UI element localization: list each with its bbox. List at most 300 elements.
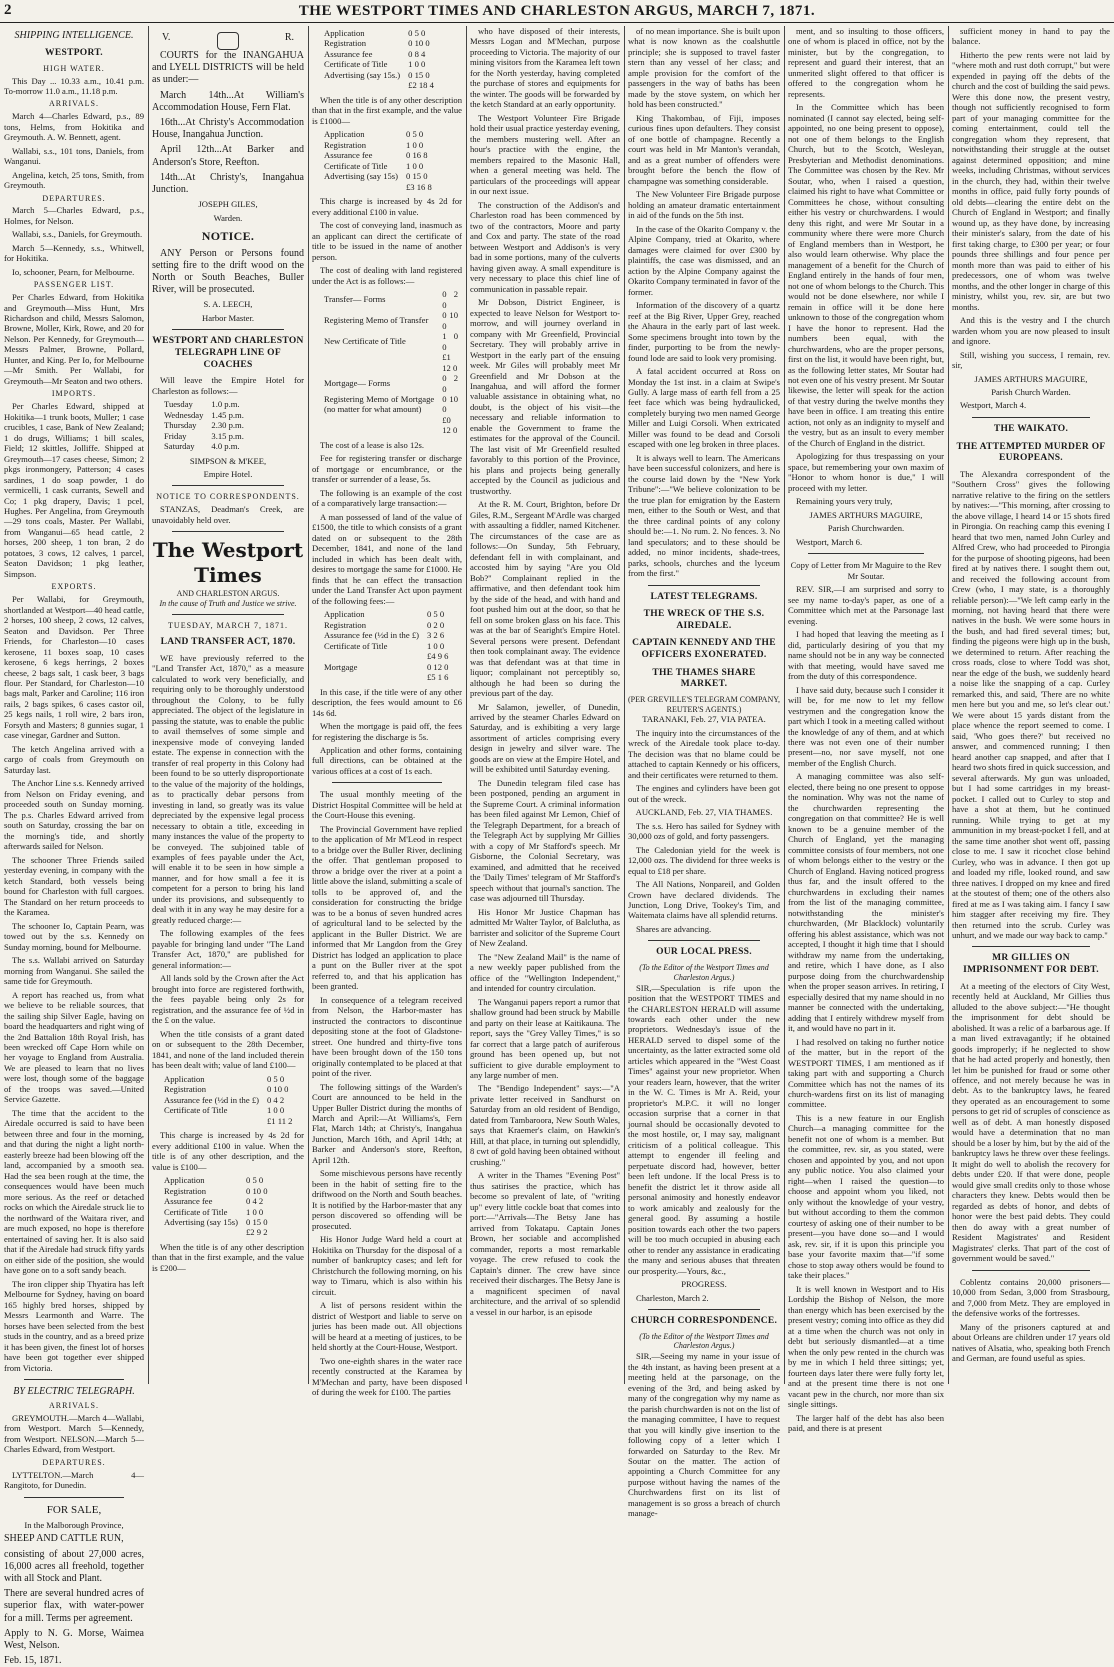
news-paragraph: The "Bendigo Independent" says:—"A private letter received in Sandhurst on Saturday from an old resident of Bendigo, dated from Tambaroora, New South Wales, says that Kraemer's claim, on Hawkin's Hill, at that place, in turning out splendidly, 8 cwt of gold having been obtained without crushing." bbox=[470, 1083, 620, 1167]
shipping-title: SHIPPING INTELLIGENCE. bbox=[14, 30, 134, 41]
divider bbox=[808, 553, 924, 554]
divider bbox=[172, 485, 284, 486]
fee-total: £5 1 6 bbox=[426, 672, 449, 683]
table-row bbox=[160, 1196, 271, 1206]
letter-body: SIR,—Speculation is rife upon the position that the WESTPORT TIMES and the CHARLESTON HERALD will assume towards each other under the new proprietors. Wednesday's issue of the HERALD served to dispel some of the uncertainty, as the latter extracted some old articles which appeared in the "West Coast Times" against your new proprietor. When your readers learn, however, that the writer in the W. C. Times is Mr A. Reid, your proprietor's M.P.C. it will no longer occasion surprise that a corner in that journal should be occasionally devoted to the most hostile, or, I may say, malignant criticism of a political colleague. This attempt to engender ill feeling and perpetuate discord had, however, better been left undone. If the local Press is to benefit the district let it throw aside all personal animosity and honestly endeavor to work amicably and zealously for the general good. By assuming a hostile position towards each other the two papers will be too much occupied in abusing each other to render any assistance in eradicating the many and serious abuses that threaten our prosperity.—Yours, &c., bbox=[628, 982, 780, 1276]
table-row bbox=[160, 1217, 271, 1227]
letter-paragraph: ment, and so insulting to those officers, one of whom is placed in office, not by the minister, but by the congregation, to represent and guard their interest, that an unmerited slight offered to that officer is offered to the congregation whom he represents. bbox=[788, 26, 944, 99]
coach-time: 1.45 p.m. bbox=[211, 409, 244, 420]
coach-day: Friday bbox=[164, 430, 187, 441]
fee-amount: 0 10 0 bbox=[442, 310, 458, 331]
article-paragraph: The following examples of the fees payable for bringing land under "The Land Transfer Act, 1870," are published for general information:— bbox=[152, 928, 304, 970]
fee-label: Registration bbox=[164, 1185, 207, 1196]
news-paragraph: His Honor Judge Ward held a court at Hokitika on Thursday for the disposal of a number of bankruptcy cases; and left for Christchurch the following morning, on his way to Timaru, which is also within his circuit. bbox=[312, 1234, 462, 1297]
fee-amount: 0 15 0 bbox=[246, 1216, 268, 1227]
fee-total: £2 18 4 bbox=[408, 80, 434, 91]
fee-amount: 0 15 0 bbox=[406, 171, 428, 182]
table-row bbox=[160, 1186, 271, 1196]
divider bbox=[648, 940, 760, 941]
fee-label bbox=[160, 1227, 242, 1237]
table-row bbox=[320, 662, 452, 672]
news-paragraph: King Thakombau, of Fiji, imposes curious fines upon defaulters. They consist of one bottle of champagne. Recently a court was held in Mr Manton's verandah, and as a great number of offenders were brought before the bench the flow of champagne was something considerable. bbox=[628, 112, 780, 186]
fee-amount: 0 5 0 bbox=[246, 1175, 264, 1186]
telegram-paragraph: The engines and cylinders have been got out of the wreck. bbox=[628, 783, 780, 804]
fee-amount: 0 2 0 bbox=[426, 619, 445, 630]
high-water-times: This Day ... 10.33 a.m., 10.41 p.m. To-morrow 11.0 a.m., 11.18 p.m. bbox=[4, 75, 144, 96]
passenger-list: Per Charles Edward, from Hokitika and Greymouth—Miss Hunt, Mrs Richardson and child, Messrs Salomon, Browne, Moller, Kirk, Rowe, and 20 for Nelson. Per Kennedy, for Greymouth—Messrs Palmer, Browne, Pollard, Hunter, and King. Per Io, for Melbourne—Mr Smith. Per Wallabi, for Greymouth—Mr Seaton and two others. bbox=[4, 292, 144, 386]
fee-amount: 1 0 0 bbox=[426, 640, 445, 651]
arrivals-heading: ARRIVALS. bbox=[49, 99, 99, 109]
fee-label: Certificate of Title bbox=[324, 59, 388, 70]
captain-heading: CAPTAIN KENNEDY AND THE OFFICERS EXONERATED. bbox=[632, 638, 776, 661]
fee-total: £1 12 0 bbox=[442, 352, 458, 373]
fee-amount: 0 5 0 bbox=[406, 129, 424, 140]
news-paragraph: The New Volunteer Fire Brigade purpose holding an amateur dramatic entertainment in aid of the funds on the 5th inst. bbox=[628, 189, 780, 221]
cipher-v: V. bbox=[162, 32, 171, 43]
local-press-heading: OUR LOCAL PRESS. bbox=[656, 947, 752, 958]
page-number: 2 bbox=[4, 2, 12, 18]
departure-item: Io, schooner, Pearn, for Melbourne. bbox=[12, 266, 135, 277]
copy-letter-heading: Copy of Letter from Mr Maguire to the Rev Mr Soutar. bbox=[790, 560, 942, 581]
fee-total: £3 16 8 bbox=[406, 181, 432, 192]
dateline: TARANAKI, Feb. 27, VIA PATEA. bbox=[642, 714, 766, 725]
fee-amount: 0 10 0 bbox=[266, 1084, 289, 1095]
gillies-heading: MR GILLIES ON IMPRISONMENT FOR DEBT. bbox=[963, 953, 1099, 976]
shipping-news: The s.s. Wallabi arrived on Saturday morning from Wanganui. She sailed the same tide for Greymouth. bbox=[4, 955, 144, 987]
fee-amount: 0 15 0 bbox=[408, 69, 430, 80]
exports-heading: EXPORTS. bbox=[51, 582, 97, 592]
letter-paragraph: I had resolved on taking no further notice of the matter, but in the report of the WESTPORT TIMES, I am mentioned as if taking part with and supporting a Church Committee which has not the names of its church-wardens first on its list of managing committee. bbox=[788, 1036, 944, 1110]
tel-departures-heading: DEPARTURES. bbox=[42, 1457, 106, 1467]
news-paragraph: A fatal accident occurred at Ross on Monday the 1st inst. in a claim at Swipe's Gully. A large mass of earth fell from a 25 feet face which was being hydraulicked, completely burying two men named George Miller and Luigi Corsoli. When extricated Miller was found to be dead and Corsoli escaped with one leg broken in three places. bbox=[628, 366, 780, 450]
court-sitting: March 14th...At William's Accommodation House, Fern Flat. bbox=[152, 89, 304, 113]
coach-signature-place: Empire Hotel. bbox=[203, 468, 253, 479]
fee-amount: 0 5 0 bbox=[426, 609, 445, 620]
telegram-paragraph: The s.s. Hero has sailed for Sydney with 30,000 ozs of gold, and forty passengers. bbox=[628, 820, 780, 842]
news-paragraph: Coblentz contains 20,000 prisoners—10,000 from Sedan, 3,000 from Strasbourg, and 7,000 from Metz. They are employed in the defensive works of the fortresses. bbox=[952, 1276, 1110, 1319]
table-row bbox=[160, 1207, 271, 1217]
fee-amount: 0 2 0 bbox=[442, 289, 458, 310]
arrival-item: Wallabi, s.s., 101 tons, Daniels, from Wanganui. bbox=[4, 145, 144, 167]
article-paragraph: The following is an example of the cost of a comparatively large transaction:— bbox=[312, 487, 462, 509]
coach-time: 3.15 p.m. bbox=[211, 430, 244, 441]
for-sale-date: Feb. 15, 1871. bbox=[4, 1655, 62, 1667]
fee-label bbox=[320, 352, 438, 373]
letter-paragraph: Still, wishing you success, I remain, rev. sir, bbox=[952, 349, 1110, 371]
news-paragraph: Information of the discovery of a quartz reef at the Big River, Upper Grey, reached the Ahaura in the early part of last week. Some specimens brought into town by the finder, purporting to be from the newly-found lode are said to look very promising. bbox=[628, 300, 780, 363]
fee-label: Application bbox=[324, 609, 365, 620]
letter-signature-title: Parish Church Warden. bbox=[991, 386, 1071, 397]
shipping-news: The Anchor Line s.s. Kennedy arrived from Nelson on Friday evening, and proceeded south on Sunday morning. The p.s. Charles Edward arrived from south on Saturday, crossing the bar on the morning's tide, and shortly afterwards sailed for Nelson. bbox=[4, 778, 144, 852]
coach-heading: WESTPORT AND CHARLESTON TELEGRAPH LINE OF COACHES bbox=[152, 336, 304, 370]
fee-label bbox=[320, 415, 438, 436]
table-row bbox=[160, 420, 248, 430]
correspondents-note: STANZAS, Deadman's Creek, are unavoidably held over. bbox=[152, 504, 304, 525]
fee-label bbox=[320, 651, 423, 661]
telegram-credit: (PER GREVILLE'S TELEGRAM COMPANY, REUTER'S AGENTS.) bbox=[628, 694, 780, 714]
departure-item: March 5—Charles Edward, p.s., Holmes, for Nelson. bbox=[4, 205, 144, 226]
fee-label: Advertising (say 15s) bbox=[324, 171, 398, 182]
tel-departures: LYTTELTON.—March 4—Rangitoto, for Dunedin. bbox=[4, 1469, 144, 1491]
article-paragraph: This charge is increased by 4s 2d for every additional £100 in value. When the title is of any other description, and the value is £100— bbox=[152, 1130, 304, 1172]
fee-total: £0 12 0 bbox=[442, 414, 458, 436]
letter-signature: PROGRESS. bbox=[681, 1279, 727, 1290]
news-paragraph: The "New Zealand Mail" is the name of a new weekly paper published from the office of the "Wellington Independent," and intended for country circulation. bbox=[470, 951, 620, 994]
table-row bbox=[160, 1116, 296, 1126]
table-row bbox=[160, 1095, 296, 1105]
table-row bbox=[160, 441, 248, 451]
departure-item: Wallabi, s.s., Daniels, for Greymouth. bbox=[12, 229, 143, 240]
coach-time: 2.30 p.m. bbox=[211, 420, 244, 431]
article-heading: LAND TRANSFER ACT, 1870. bbox=[160, 637, 296, 648]
column-5 bbox=[628, 26, 780, 1519]
news-paragraph: Mr Salamon, jeweller, of Dunedin, arrived by the steamer Charles Edward on Saturday, and is exhibiting a very large assortment of articles comprising every design in jewelry and silver ware. The goods are on view at the Empire Hotel, and will be exhibited until Saturday evening. bbox=[470, 701, 620, 775]
coach-timetable bbox=[160, 399, 248, 451]
table-row bbox=[320, 373, 462, 394]
shipping-news: The time that the accident to the Airedale occurred is said to have been between three and four in the morning, and that during the night a light north-easterly breeze had been blowing off the land, accompanied by a smooth sea. Had the sea been rough at the time, the consequences would have been much more serious. As the reef or detached rocks on which the Airedale struck lie to the northward of the Waitara river, and are much exposed, no hope is therefore entertained of saving her. It is also said that if the Airedale had struck fifty yards on either side of the position, she would have gone on to a soft sandy beach. bbox=[4, 1107, 144, 1276]
letter-body: SIR,—Seeing my name in your issue of the 4th instant, as having been present at a meeting held at the parsonage, on the evening of the 3rd, and being asked by many of the congregation why my name as the parish churchwarden is not on the list of the managing committee, I have to request that you will kindly give insertion to the following copy of a letter which I forwarded on Saturday to the Rev. Mr Soutar on the matter. The action of appointing a Church Committee for any purpose without having the names of the Churchwardens first on its list of management is so gross a breach of church manage- bbox=[628, 1351, 780, 1519]
fee-amount: 0 5 0 bbox=[266, 1073, 285, 1084]
court-sitting: 14th...At Christy's, Inangahua Junction. bbox=[152, 171, 304, 195]
fee-label bbox=[160, 1116, 263, 1126]
fee-label: New Certificate of Title bbox=[324, 336, 406, 347]
table-row bbox=[320, 352, 462, 373]
divider bbox=[648, 585, 760, 586]
imports-text: Per Charles Edward, shipped at Hokitika—1 trunk boots, Muller; 1 case crucibles, 1 case, Bank of New Zealand; 1 do drugs, Williams; 1 bill scales, Field; 12 skittles, Jolliffe. Shipped at Greymouth—17 cases cheese, Simon; 2 pkgs ironmongery, Patterson; 4 cases sardines, 1 do soap powder, 1 do vermicelli, 1 cask currants, Sewell and Co; 1 pkg drapery, Davis; 1 pcel, Hughes. Per Angelina, from Greymouth—29 tons coals, Master. Per Wallabi, from Wanganui—65 head cattle, 2 horses, 200 sheep, 1 ton bran, 2 do potatoes, 3 cows, 12 calves, 1 parcel, Seaton Davidson; 1 pkg leather, Simpson. bbox=[4, 401, 144, 579]
notice-signature: S. A. LEECH, bbox=[203, 299, 253, 310]
news-paragraph: The Alexandra correspondent of the "Southern Cross" gives the following narrative relative to the firing on the settlers by natives:—"This morning, after crossing to the above village, I heard 14 or 15 shots fired in Pirongia. On reaching camp this evening I heard that two men, named John Curley and Alfred Crew, who had proceeded to Pirongia for the purpose of shooting pigeons, had been fired at by natives there. I sought them out, and received the following account from Crew (who, I may state, is a thoroughly reliable person):—"We left camp early in the morning, not having heard that there were natives in the bush. We were some hours in the bush, and had fired several times; but, finding the pigeons were high up in the bush, we determined to return. After reaching the cross roads, close to where Todd was shot, near the edge of the bush, we suddenly heard a noise like the snapping of a cap. Curley remarked this, and said, 'There are no white men here but you and me, so let's clear out.' We were about 15 yards distant from the place whence the report seemed to come. I said, 'Who goes there?' but received no answer, and commenced running; I then heard another cap snapped, and after that I heard two shots fired in quick succession, and several afterwards. My gun was unloaded, but I had some cartridges in my breast-pocket. I called out to Curley to stop and have a shot at them, but he continued running. While trying to get at my ammunition in my breast-pocket I fell, and at the same time another shot went off, passing close to me. I saw it ricochet close behind Curley, who was in advance. I then got up and loaded my rifle, looked round, and saw three natives. I dropped on my knee and fired at the stoutest of them; one of the others also fired at me as I was taking aim. I fancy I saw him stagger after receiving my fire. They then returned into the scrub. Curley was unhurt, and we made our way back to camp." bbox=[952, 468, 1110, 940]
divider bbox=[972, 1270, 1090, 1271]
for-sale-body: consisting of about 27,000 acres, 16,000 acres all freehold, together with all Stock and Plant. bbox=[4, 1548, 144, 1585]
column-4 bbox=[470, 26, 620, 1384]
news-paragraph: At the R. M. Court, Brighton, before Dr Giles, R.M., Sergeant M'Ardle was charged with assaulting a fiddler, named Kitchener. The circumstances of the case are as follows:—On Sunday, 5th February, defendant fell in with complainant, and accosted him by saying "Are you Old Bob?" Complainant replied in the affirmative, and then defendant took him by the side of the head, and with hand and foot pushed him out at the door, so that he fell on some broken glass on his face. This was at the bar of Searight's Empire Hotel. Several persons were present. Defendant then took complainant away. The evidence was that defendant was at that time in liquor; complainant not perceptibly so, although he had been so during the previous part of the day. bbox=[470, 499, 620, 699]
table-row bbox=[160, 1105, 296, 1115]
table-row bbox=[320, 620, 452, 630]
letter-paragraph: Apologizing for thus trespassing on your space, but remembering your own maxim of "Honor to whom honor is due," I will proceed with my letter. bbox=[788, 451, 944, 493]
article-paragraph: WE have previously referred to the "Land Transfer Act, 1870," as a measure calculated to work very beneficially, and requiring only to be thoroughly understood throughout the Colony, to be fully appreciated. The object of the legislature in passing the statute, was to enable the public to avail themselves of some simple and inexpensive mode of conveying landed estate. The expense in connection with the transfer of real property in this Colony had been found to be so utterly disproportionate to the value of the majority of the holdings, as to practically debar persons from investing in land, so greatly was its value depreciated by the expensive legal process necessary to obtain a title, exceeding in many instances the value of the property to be conveyed. The subjoined table of examples of fees payable under the Act, will enable it to be seen in how simple a manner, and for how small a fee it is competent for a person to bring his land under its provisions, and subsequently to deal with it in any way he may desire for a greatly reduced charge:— bbox=[152, 652, 304, 925]
letter-paragraph: In the Committee which has been nominated (I cannot say elected, being self-appointed, no one being present to oppose), not one of them belongs to the English Church, but to the Scotch, Wesleyan, Presbyterian and Methodist denominations. The Committee was chosen by the Rev. Mr Soutar, who, when I raised a question, claimed his right to have what Committee or Committees he chose, without consulting either his vestry or churchwardens. I would deny this right, and were Mr Soutar in a community where there were more Church of England members than in Westport, he also would learn otherwise. Why place the management of a benefit for the Church of England entirely in the hands of four men, not one of whom belongs to the Church. This would not be done elsewhere, nor while I remain in office will it be done here unknown to those of the congregation whom I have the honor to represent. Had the numbers been equal, with the churchwardens, who are the proper persons, first on the list, it would have been right, but, as the following letter states, Mr Soutar had not even one of his vestry present. Mr Soutar likewise, the letter will speak for the action of that vestry during the twelve months they have been in office. I am treating this entire action, not only as an indignity to myself and the vestry, but as an insult to every member of the Church of England in the district. bbox=[788, 102, 944, 448]
fee-label: Application bbox=[164, 1073, 205, 1084]
table-row bbox=[320, 331, 462, 352]
fee-label: Application bbox=[324, 28, 365, 38]
table-row bbox=[320, 140, 436, 150]
letter-date: Westport, March 4. bbox=[960, 400, 1027, 411]
fee-label: Registration bbox=[324, 38, 367, 49]
fee-amount: 0 10 0 bbox=[442, 393, 458, 415]
fee-amount: 0 10 0 bbox=[246, 1185, 268, 1196]
paper-nameplate: The Westport Times bbox=[152, 538, 304, 587]
high-water-heading: HIGH WATER. bbox=[43, 63, 105, 73]
fee-label: Assurance fee bbox=[164, 1196, 213, 1207]
column-3 bbox=[312, 26, 462, 1398]
news-paragraph: of no mean importance. She is built upon what is now known as the coalshuttle principle; she is supposed to travel faster stern than any vessel of her class; and ample provision for the comfort of the passengers in the way of baths has been made by the stove system, on which her hold has been constructed." bbox=[628, 26, 780, 110]
column-1 bbox=[4, 26, 144, 1667]
column-rule bbox=[624, 26, 625, 1384]
news-paragraph: In consequence of a telegram received from Nelson, the Harbor-master has instructed the contractors to discontinue depositing stone at the foot of Gladstone-street. One hundred and thirty-five tons have been brought down of the 150 tons originally contemplated to be placed at that point of the river. bbox=[312, 994, 462, 1079]
news-paragraph: The construction of the Addison's and Charleston road has been commenced by two of the contractors, Moore and party and Cox and party. The state of the road between Westport and Addison's is very bad in some portions, many of the culverts having given away. A small expenditure is very necessary to place this chief line of communication in passable repair. bbox=[470, 199, 620, 294]
editor-address: (To the Editor of the Westport Times and Charleston Argus.) bbox=[639, 963, 769, 982]
courts-signature-title: Warden. bbox=[213, 212, 243, 223]
article-paragraph: The cost of dealing with land registered under the Act is as follows:— bbox=[312, 265, 462, 286]
news-paragraph: The Provincial Government have replied to the application of Mr M'Leod in respect to a bridge over the Buller River, declining the offer. That gentleman proposed to throw a bridge over the river at a point a little above the island, submitting a scale of tolls to be approved of, and the consideration for constructing the bridge was to be a bonus of seven hundred acres of agricultural land to be selected by the applicant in the Buller District. We are informed that Mr Langdon from the Grey District has lodged an application to place a punt on the Buller river at the spot referred to, and that his application has been granted. bbox=[312, 823, 462, 992]
table-row bbox=[320, 80, 438, 90]
tel-arrivals: GREYMOUTH.—March 4—Wallabi, from Westport. March 5—Kennedy, from Westport. NELSON.—March 5—Charles Edward, from Westport. bbox=[4, 1412, 144, 1455]
fee-total: £2 9 2 bbox=[246, 1227, 268, 1238]
fee-amount: 1 0 0 bbox=[442, 331, 458, 352]
departure-item: March 5—Kennedy, s.s., Whitwell, for Hokitika. bbox=[4, 242, 144, 264]
column-rule bbox=[948, 26, 949, 1384]
table-row bbox=[320, 641, 452, 651]
news-paragraph: In the case of the Okarito Company v. the Alpine Company, tried at Okarito, where damages were claimed for over £300 by plaintiffs, the case was dismissed, and an action by the Alpine Company against the Okarito Company terminated in favor of the former. bbox=[628, 223, 780, 297]
murder-heading: THE ATTEMPTED MURDER OF EUROPEANS. bbox=[956, 441, 1106, 464]
telegram-paragraph: The inquiry into the circumstances of the wreck of the Airedale took place to-day. The decision was that no blame could be attached to captain Kennedy or his officers, and their certificates were returned to them. bbox=[628, 727, 780, 780]
news-paragraph: Some mischievous persons have recently been in the habit of setting fire to the driftwood on the North and South beaches. It is notified by the Harbor-master that any person discovered so offending will be prosecuted. bbox=[312, 1168, 462, 1231]
shipping-news: The iron clipper ship Thyatira has left Melbourne for Sydney, having on board 165 highly bred horses, shipped by Messrs Learmonth and Warre. The horses have been selected from the best studs in the country, and as a breed prize it has been given, the finest lot of horses have been got together ever shipped from Victoria. bbox=[4, 1278, 144, 1373]
shipping-news: The ketch Angelina arrived with a cargo of coals from Greymouth on Saturday last. bbox=[4, 743, 144, 775]
table-row bbox=[320, 415, 462, 436]
table-row bbox=[320, 49, 438, 59]
letter-paragraph: The larger half of the debt has also been paid, and there is at present bbox=[788, 1412, 944, 1433]
masthead-title: THE WESTPORT TIMES AND CHARLESTON ARGUS, MARCH 7, 1871. bbox=[298, 3, 816, 19]
coach-time: 1.0 p.m. bbox=[211, 399, 240, 410]
fee-amount: 0 4 2 bbox=[246, 1196, 264, 1207]
table-row bbox=[320, 630, 452, 640]
fee-label: Mortgage— Forms bbox=[324, 378, 391, 389]
fee-label bbox=[320, 182, 402, 192]
fee-label: Assurance fee bbox=[324, 48, 373, 59]
table-row bbox=[320, 609, 452, 619]
shipping-news: The schooner Three Friends sailed yesterday evening, in company with the ketch Standard, both vessels being bound for Charleston with full cargoes. The Standard on her return proceeds to the Karamea. bbox=[4, 854, 144, 918]
table-row bbox=[320, 28, 438, 38]
table-row bbox=[320, 161, 436, 171]
tel-arrivals-heading: ARRIVALS. bbox=[49, 1401, 99, 1411]
courts-signature: JOSEPH GILES, bbox=[198, 199, 258, 210]
fee-label: Registering Memo of Transfer bbox=[324, 315, 429, 326]
news-paragraph: The Wanganui papers report a rumor that shallow ground had been struck by Mabille and party on their lease at Kaitikauna. The report, says the "Grey Valley Times," is so far correct that a large patch of auriferous ground has been opened up, but not sufficient to give durable employment to any large number of men. bbox=[470, 996, 620, 1080]
article-paragraph: This charge is increased by 4s 2d for every additional £100 in value. bbox=[312, 196, 462, 217]
imports-heading: IMPORTS. bbox=[51, 389, 97, 399]
paper-subtitle: AND CHARLESTON ARGUS. bbox=[176, 588, 280, 598]
divider bbox=[172, 531, 284, 532]
table-row bbox=[320, 394, 462, 415]
telegraph-title: BY ELECTRIC TELEGRAPH. bbox=[13, 1386, 135, 1397]
table-row bbox=[320, 150, 436, 160]
fee-label bbox=[320, 672, 423, 682]
fee-table bbox=[320, 289, 462, 436]
editor-address: (To the Editor of the Westport Times and Charleston Argus.) bbox=[639, 1331, 769, 1351]
fee-amount: 0 2 0 bbox=[442, 373, 458, 394]
table-row bbox=[320, 70, 438, 80]
shipping-news: The schooner Io, Captain Pearn, was towed out by the s.s. Kennedy on Sunday morning, bound for Melbourne. bbox=[4, 920, 144, 952]
notice-signature-title: Harbor Master. bbox=[201, 312, 255, 323]
fee-amount: 1 0 0 bbox=[246, 1206, 264, 1217]
article-paragraph: When the mortgage is paid off, the fees for registering the discharge is 5s. bbox=[312, 721, 462, 742]
article-paragraph: The cost of a lease is also 12s. bbox=[320, 439, 425, 450]
cipher-r: R. bbox=[284, 32, 294, 43]
letter-signature: JAMES ARTHURS MAGUIRE, bbox=[974, 373, 1088, 384]
dateline: AUCKLAND, Feb. 27, VIA THAMES. bbox=[635, 807, 773, 818]
table-row bbox=[160, 1227, 271, 1237]
letter-signature-title: Parish Churchwarden. bbox=[827, 523, 905, 534]
fee-table bbox=[160, 1074, 296, 1126]
news-paragraph: Two one-eighth shares in the water race recently constructed at the Karamea by M'Mechan and party, have been disposed of during the week for £100. The parties bbox=[312, 1355, 462, 1398]
fee-amount: 1 0 0 bbox=[406, 160, 424, 171]
crown-icon bbox=[217, 32, 239, 50]
fee-label: Certificate of Title bbox=[164, 1105, 228, 1116]
letter-paragraph: I have said duty, because such I consider it will be, for me now to let my fellow vestrymen and the congregation know the part which I took in a meeting called without the knowledge of any of them, and at which there was not even one of their number present—no, nor save myself, not one member of the English Church. bbox=[788, 684, 944, 768]
fee-table bbox=[320, 28, 438, 91]
court-sitting: April 12th...At Barker and Anderson's Store, Reefton. bbox=[152, 144, 304, 168]
coach-day: Wednesday bbox=[164, 409, 204, 420]
column-rule bbox=[466, 26, 467, 1384]
fee-amount: 0 10 0 bbox=[408, 38, 430, 49]
fee-amount: 1 0 0 bbox=[406, 139, 424, 150]
latest-telegrams-heading: LATEST TELEGRAMS. bbox=[650, 591, 758, 602]
port-heading: WESTPORT. bbox=[45, 48, 103, 59]
fee-label: Certificate of Title bbox=[324, 160, 388, 171]
fee-label: Registration bbox=[324, 139, 367, 150]
issue-date: TUESDAY, MARCH 7, 1871. bbox=[168, 621, 288, 631]
fee-amount: 0 8 4 bbox=[408, 48, 426, 59]
letter-paragraph: A managing committee was also self-elected, there being no one present to oppose the nomination. Why was not the name of the churchwarden representing the congregation on that committee? He is well known to be a genuine member of the Church of England, yet the managing committee consists of four members, not one of whom belongs either to the vestry or the Church of England. Having noticed progress thus far, and the insult offered to the churchwardens in excluding their names from the list of the managing committee, notwithstanding the minister's churchwarden, (Mr Blacklock) voluntarily offering his ablest assistance, which was not accepted, I thought it high time that I should withdraw my name from the undertaking, and retire, which I have done, as I also purpose doing from the churchwardenship when the proper season arrives. In retiring, I especially desired that my name should in no manner be connected with the undertaking, adding that I entirely withdrew myself from it, and would have no part in it. bbox=[788, 771, 944, 1034]
for-sale-lead: SHEEP AND CATTLE RUN, bbox=[4, 1533, 124, 1545]
fee-amount: 0 12 0 bbox=[426, 661, 449, 672]
fee-table bbox=[320, 129, 436, 192]
coach-day: Tuesday bbox=[164, 399, 193, 410]
telegram-paragraph: The All Nations, Nonpareil, and Golden Crown have declared dividends. The Junction, Long Drive, Tookey's Tim, and Waitemata claims have all splendid returns. bbox=[628, 879, 780, 921]
article-paragraph: When the title is of any other description than that in the first example, and the value is £1000— bbox=[312, 94, 462, 126]
article-paragraph: Fee for registering transfer or discharge of mortgage or encumbrance, or the transfer or surrender of a lease, 5s. bbox=[312, 453, 462, 485]
fee-label: Certificate of Title bbox=[164, 1206, 228, 1217]
shipping-news: A report has reached us, from what we believe to be reliable sources, that the sailing ship Silver Eagle, having on board the headquarters and right wing of the 2nd Battalion 18th Royal Irish, has been wrecked off Cape Horn while on her voyage to England from Australia. We are pleased to learn that no lives were lost, though some of the baggage of the troops was saved.—United Service Gazette. bbox=[4, 989, 144, 1105]
column-6 bbox=[788, 26, 944, 1433]
fee-total: £1 11 2 bbox=[266, 1115, 293, 1126]
news-paragraph: The following sittings of the Warden's Court are announced to be held in the Upper Buller District during the months of March and April:—At Williams's, Fern Flat, March 14th; at Christy's, Inangahua Junction, March 16th, and April 14th; at Barker and Anderson's store, Reefton, April 12th. bbox=[312, 1081, 462, 1165]
news-paragraph: who have disposed of their interests, Messrs Logan and M'Mechan, purpose proceeding to Victoria. The majority of our mining visitors from the Karamea left town for the North yesterday, having completed the purchase of stores and equipments for the winter. The goods will be forwarded by the ketch Standard at an early opportunity. bbox=[470, 26, 620, 110]
article-paragraph: Application and other forms, containing full directions, can be obtained at the various offices at a cost of 1s each. bbox=[312, 745, 462, 776]
article-paragraph: The cost of conveying land, inasmuch as an applicant can direct the certificate of title to be issued in the name of another person. bbox=[312, 220, 462, 262]
for-sale-sub: In the Malborough Province, bbox=[24, 1520, 124, 1530]
fee-amount: 1 0 0 bbox=[408, 59, 426, 70]
telegram-paragraph: The Caledonian yield for the week is 12,000 ozs. The dividend for three weeks is equal to £18 per share. bbox=[628, 844, 780, 876]
coach-intro: Will leave the Empire Hotel for Charleston as follows:— bbox=[152, 375, 304, 396]
paper-motto: In the cause of Truth and Justice we strive. bbox=[159, 598, 297, 608]
telegram-paragraph: Shares are advancing. bbox=[636, 923, 712, 934]
fee-label: Advertising (say 15s.) bbox=[324, 69, 401, 80]
notice-text: ANY Person or Persons found setting fire to the drift wood on the North or South Beaches, Buller River, will be prosecuted. bbox=[152, 247, 304, 296]
table-row bbox=[320, 171, 436, 181]
table-row bbox=[160, 1175, 271, 1185]
fee-label: Application bbox=[324, 129, 365, 140]
fee-amount: 3 2 6 bbox=[426, 630, 445, 641]
table-row bbox=[320, 651, 452, 661]
article-paragraph: A man possessed of land of the value of £1500, the title to which consists of a grant dated on or subsequent to the 28th December, 1841, and none of the land included in which has been dealt with, desires to mortgage the same for £1000. He finds that he can effect the transaction under the Land Transfer Act upon payment of the following fees:— bbox=[312, 511, 462, 606]
fee-amount: 0 4 2 bbox=[266, 1094, 285, 1105]
article-paragraph: In this case, if the title were of any other description, the fees would amount to £6 14s 6d. bbox=[312, 686, 462, 718]
for-sale-body-2: There are several hundred acres of superior flax, with water-power for a mill. Terms per agreement. bbox=[4, 1588, 144, 1624]
coach-day: Thursday bbox=[164, 420, 197, 431]
column-rule bbox=[308, 26, 309, 1384]
table-row bbox=[160, 1084, 296, 1094]
article-paragraph: When the title is of any other description than that in the first example, and the value is £200— bbox=[152, 1241, 304, 1273]
passenger-heading: PASSENGER LIST. bbox=[33, 280, 115, 290]
news-paragraph: His Honor Mr Justice Chapman has admitted Mr Walter Taylor, of Balclutha, as barrister and solicitor of the Supreme Court of New Zealand. bbox=[470, 906, 620, 949]
waikato-heading: THE WAIKATO. bbox=[993, 423, 1069, 434]
letter-paragraph: This is a new feature in our English Church—a managing committee for the benefit not one of whom is a member. But the committee, rev. sir, as you stated, were chosen and appointed by you, and not upon any public notice. You also claimed your right—when I raised the question—to choose and appoint whom you liked, not only without the knowledge of your vestry, but without according to them the common courtesy of asking one of their number to be present—you have done so—and I would ask, rev. sir, if it is upon this principle you base your favorite maxim that—"if some chose to stop away others would be found to take their places." bbox=[788, 1112, 944, 1281]
fee-label: Registration bbox=[324, 619, 367, 630]
news-paragraph: A list of persons resident within the district of Westport and liable to serve on juries has been made out. All objections will be heard at a meeting of justices, to be held shortly at the Court-House, Westport. bbox=[312, 1300, 462, 1353]
column-rule bbox=[784, 26, 785, 1384]
divider bbox=[972, 417, 1090, 418]
notice-heading: NOTICE. bbox=[201, 229, 255, 244]
thames-heading: THE THAMES SHARE MARKET. bbox=[652, 667, 756, 690]
table-row bbox=[320, 310, 462, 331]
masthead bbox=[0, 0, 1114, 23]
letter-signature: JAMES ARTHURS MAGUIRE, bbox=[809, 509, 923, 520]
divider bbox=[332, 782, 442, 783]
fee-table bbox=[160, 1175, 271, 1238]
letter-paragraph: Hitherto the pew rents were not laid by "where moth and rust doth corrupt," but were expended in paying off the debts of the church and the cost of building the said pews. Were this done now, the present vestry, though not sufficiently recognised to form part of your managing committee for the coming entertainment, could tell the congregation whom they represent, that notwithstanding their struggle at the outset against determined opposition; and mine weeks, including Christmas, without services in the church, they had, within their twelve months in office, paid fully forty pounds of old debts—clearing the entire debt on the Church of England in Westport; and finally wound up, as they have done, by increasing their minister's salary, from the date of his first taking charge, to £300 per year; or four pounds three shillings and four pence per month more than was paid to either of his predecessors, one of whom was twelve months, and the other longer in charge of this ministry, whilst you, rev. sir, are but two months. bbox=[952, 49, 1110, 312]
table-row bbox=[320, 672, 452, 682]
divider bbox=[24, 1497, 124, 1498]
for-sale-ad bbox=[4, 1504, 144, 1667]
exports-text: Per Wallabi, for Greymouth, shortlanded at Westport—40 head cattle, 2 horses, 100 sheep, 2 cows, 12 calves, Seaton and Davidson. Per Three Friends, for Charleston—10 cases kerosene, 11 boxes soap, 10 cases kerosene, 6 kegs herrings, 2 boxes cheese, 2 bags salt, 1 cask beer, 3 bags flour. Per Standard, for Charleston—10 bags malt, Parker and Caroline; 116 iron rails, 2 bags spikes, 6 cases castor oil, 25 kegs nails, 1 roll wire, 2 bars iron, Forsyth and Masters; 8 gunnies sugar, 1 case vinegar, Gardner and Sutton. bbox=[4, 594, 144, 741]
news-paragraph: At a meeting of the electors of City West, recently held at Auckland, Mr Gillies thus alluded to the above subject:—"He thought the imprisonment for debt should be abolished. It was a relic of a barbarous age. If a man lived extravagantly; if he obtained goods improperly; if he neglected to show that he had acted properly and honestly, then let him be punished for fraud or some other offence, and not merely because he was in debt. As to the bankruptcy laws, he feared they operated as an encouragement to some persons to get rid of scruples of conscience as well as of debt. A man honestly disposed would have a determination that no man should be a loser by him, but by the aid of the bankruptcy laws he threw over these feelings. It might do well to abolish the recovery for debts under £20. If that were done, people would give small credits only to those whose characters they knew. Debts would then be regarded as debts of honor, and debts of honor were the best paid debts. They could then do away with a great number of Resident Magistrates' and Resident Magistrates' clerks. That part of the cost of government would be saved." bbox=[952, 980, 1110, 1264]
fee-label: Assurance fee (½d in the £) bbox=[324, 630, 419, 641]
fee-label bbox=[320, 80, 404, 90]
coach-time: 4.0 p.m. bbox=[211, 441, 240, 452]
correspondents-heading: NOTICE TO CORRESPONDENTS. bbox=[156, 492, 300, 502]
wreck-heading: THE WRECK OF THE S.S. AIREDALE. bbox=[643, 609, 765, 631]
column-2 bbox=[152, 26, 304, 1384]
table-row bbox=[320, 289, 462, 310]
fee-label: Application bbox=[164, 1175, 205, 1186]
fee-label: Assurance fee bbox=[324, 150, 373, 161]
fee-label: Registration bbox=[164, 1084, 207, 1095]
news-paragraph: The Dunedin telegram filed case has been postponed, pending an argument in the Supreme Court. A criminal information has been filed against Mr Lemon, Chief of the Telegraph Department, for a breach of the Telegraph Act by supplying Mr Gillies with a copy of Mr Stafford's speech. Mr Gisborne, the Colonial Secretary, was examined, and admitted that he received the 'Daily Times' telegram of Mr Stafford's speech without that journal's sanction. The case was adjourned till Thursday. bbox=[470, 777, 620, 904]
table-row bbox=[320, 182, 436, 192]
news-paragraph: Mr Dobson, District Engineer, is expected to leave Nelson for Westport to-morrow, and will journey overland in company with Mr Greenfield, Provincial Secretary. They will probably arrive in Westport in the early part of the ensuing week. Mr Giles will probably meet Mr Greenfield and Mr Dobson at the Inangahua, and will afford the former valuable assistance in obtaining what, no doubt, is the object of his visit—the necessary and reliable information to enable the Government to frame the estimates for the approval of the Council. The last visit of Mr Greenfield resulted favorably to this portion of the Province, his plans and projects being generally accepted by the Council as judicious and trustworthy. bbox=[470, 297, 620, 496]
arrival-item: Angelina, ketch, 25 tons, Smith, from Greymouth. bbox=[4, 169, 144, 191]
arrival-item: March 4—Charles Edward, p.s., 89 tons, Helms, from Hokitika and Greymouth. A. W. Bennett, agent. bbox=[4, 111, 144, 143]
news-paragraph: The Westport Volunteer Fire Brigade hold their usual practice yesterday evening, the members mustering well. After an hour's practice with the engine, the members repaired to the Masonic Hall, when a general meeting was held. The particulars of the proceedings will appear in our next issue. bbox=[470, 112, 620, 197]
letter-date: Charleston, March 2. bbox=[636, 1292, 709, 1303]
fee-label: Registering Memo of Mortgage (no matter for what amount) bbox=[324, 393, 435, 415]
fee-amount: 0 5 0 bbox=[408, 28, 426, 38]
coach-signature: SIMPSON & M'KEE, bbox=[189, 455, 267, 466]
letter-paragraph: And this is the vestry and I the church warden whom you are now pleased to insult and ignore. bbox=[952, 315, 1110, 347]
church-heading: CHURCH CORRESPONDENCE. bbox=[630, 1316, 778, 1327]
news-paragraph: A writer in the Thames "Evening Post" thus satirises the practice, which has become so prevalent of late, of "writing up" every little cockle boat that comes into port:—"Arrivals—The Betsy Jane has arrived from Tokatapu. Captain Jones Brown, her sociable and accomplished commander, reports a most remarkable voyage. The crew refused to cook the Captain's dinner. The crew have since received their discharges. The Betsy Jane is a magnificent specimen of naval architecture, and the arrival of so splendid a vessel in our harbor, is an episode bbox=[470, 1170, 620, 1317]
divider bbox=[24, 1379, 124, 1380]
divider bbox=[172, 329, 284, 330]
table-row bbox=[160, 399, 248, 409]
departures-heading: DEPARTURES. bbox=[42, 193, 106, 203]
letter-paragraph: I had hoped that leaving the meeting as I did, particularly desiring of you that my name should not be in any way be connected with that meeting, would have saved me from the duty of this correspondence. bbox=[788, 629, 944, 682]
court-sitting: 16th...At Christy's Accommodation House, Inangahua Junction. bbox=[152, 116, 304, 141]
divider bbox=[648, 1309, 760, 1310]
table-row bbox=[320, 59, 438, 69]
news-paragraph: Many of the prisoners captured at and about Orleans are children under 17 years old natives of Alsatia, who, speaking both French and German, are found useful as spies. bbox=[952, 1321, 1110, 1364]
divider bbox=[172, 614, 284, 615]
fee-amount: 0 16 8 bbox=[406, 150, 428, 161]
column-rule bbox=[148, 26, 149, 1384]
table-row bbox=[160, 410, 248, 420]
fee-total: £4 9 6 bbox=[426, 651, 449, 662]
table-row bbox=[320, 129, 436, 139]
article-paragraph: When the title consists of a grant dated on or subsequent to the 28th December, 1841, and none of the land included therein has been dealt with; value of land £100— bbox=[152, 1028, 304, 1071]
letter-paragraph: It is well known in Westport and to His Lordship the Bishop of Nelson, the more than energy which has been exercised by the present vestry; coming into office as they did at a time when the church was not only in debt but seriously dismantled—at a time when the only pew rented in the church was by me in which I held three sittings; yet, fourteen days later there were fully forty let, and at the present time there is not one vacant pew in the church, nor more than six single sittings. bbox=[788, 1283, 944, 1410]
